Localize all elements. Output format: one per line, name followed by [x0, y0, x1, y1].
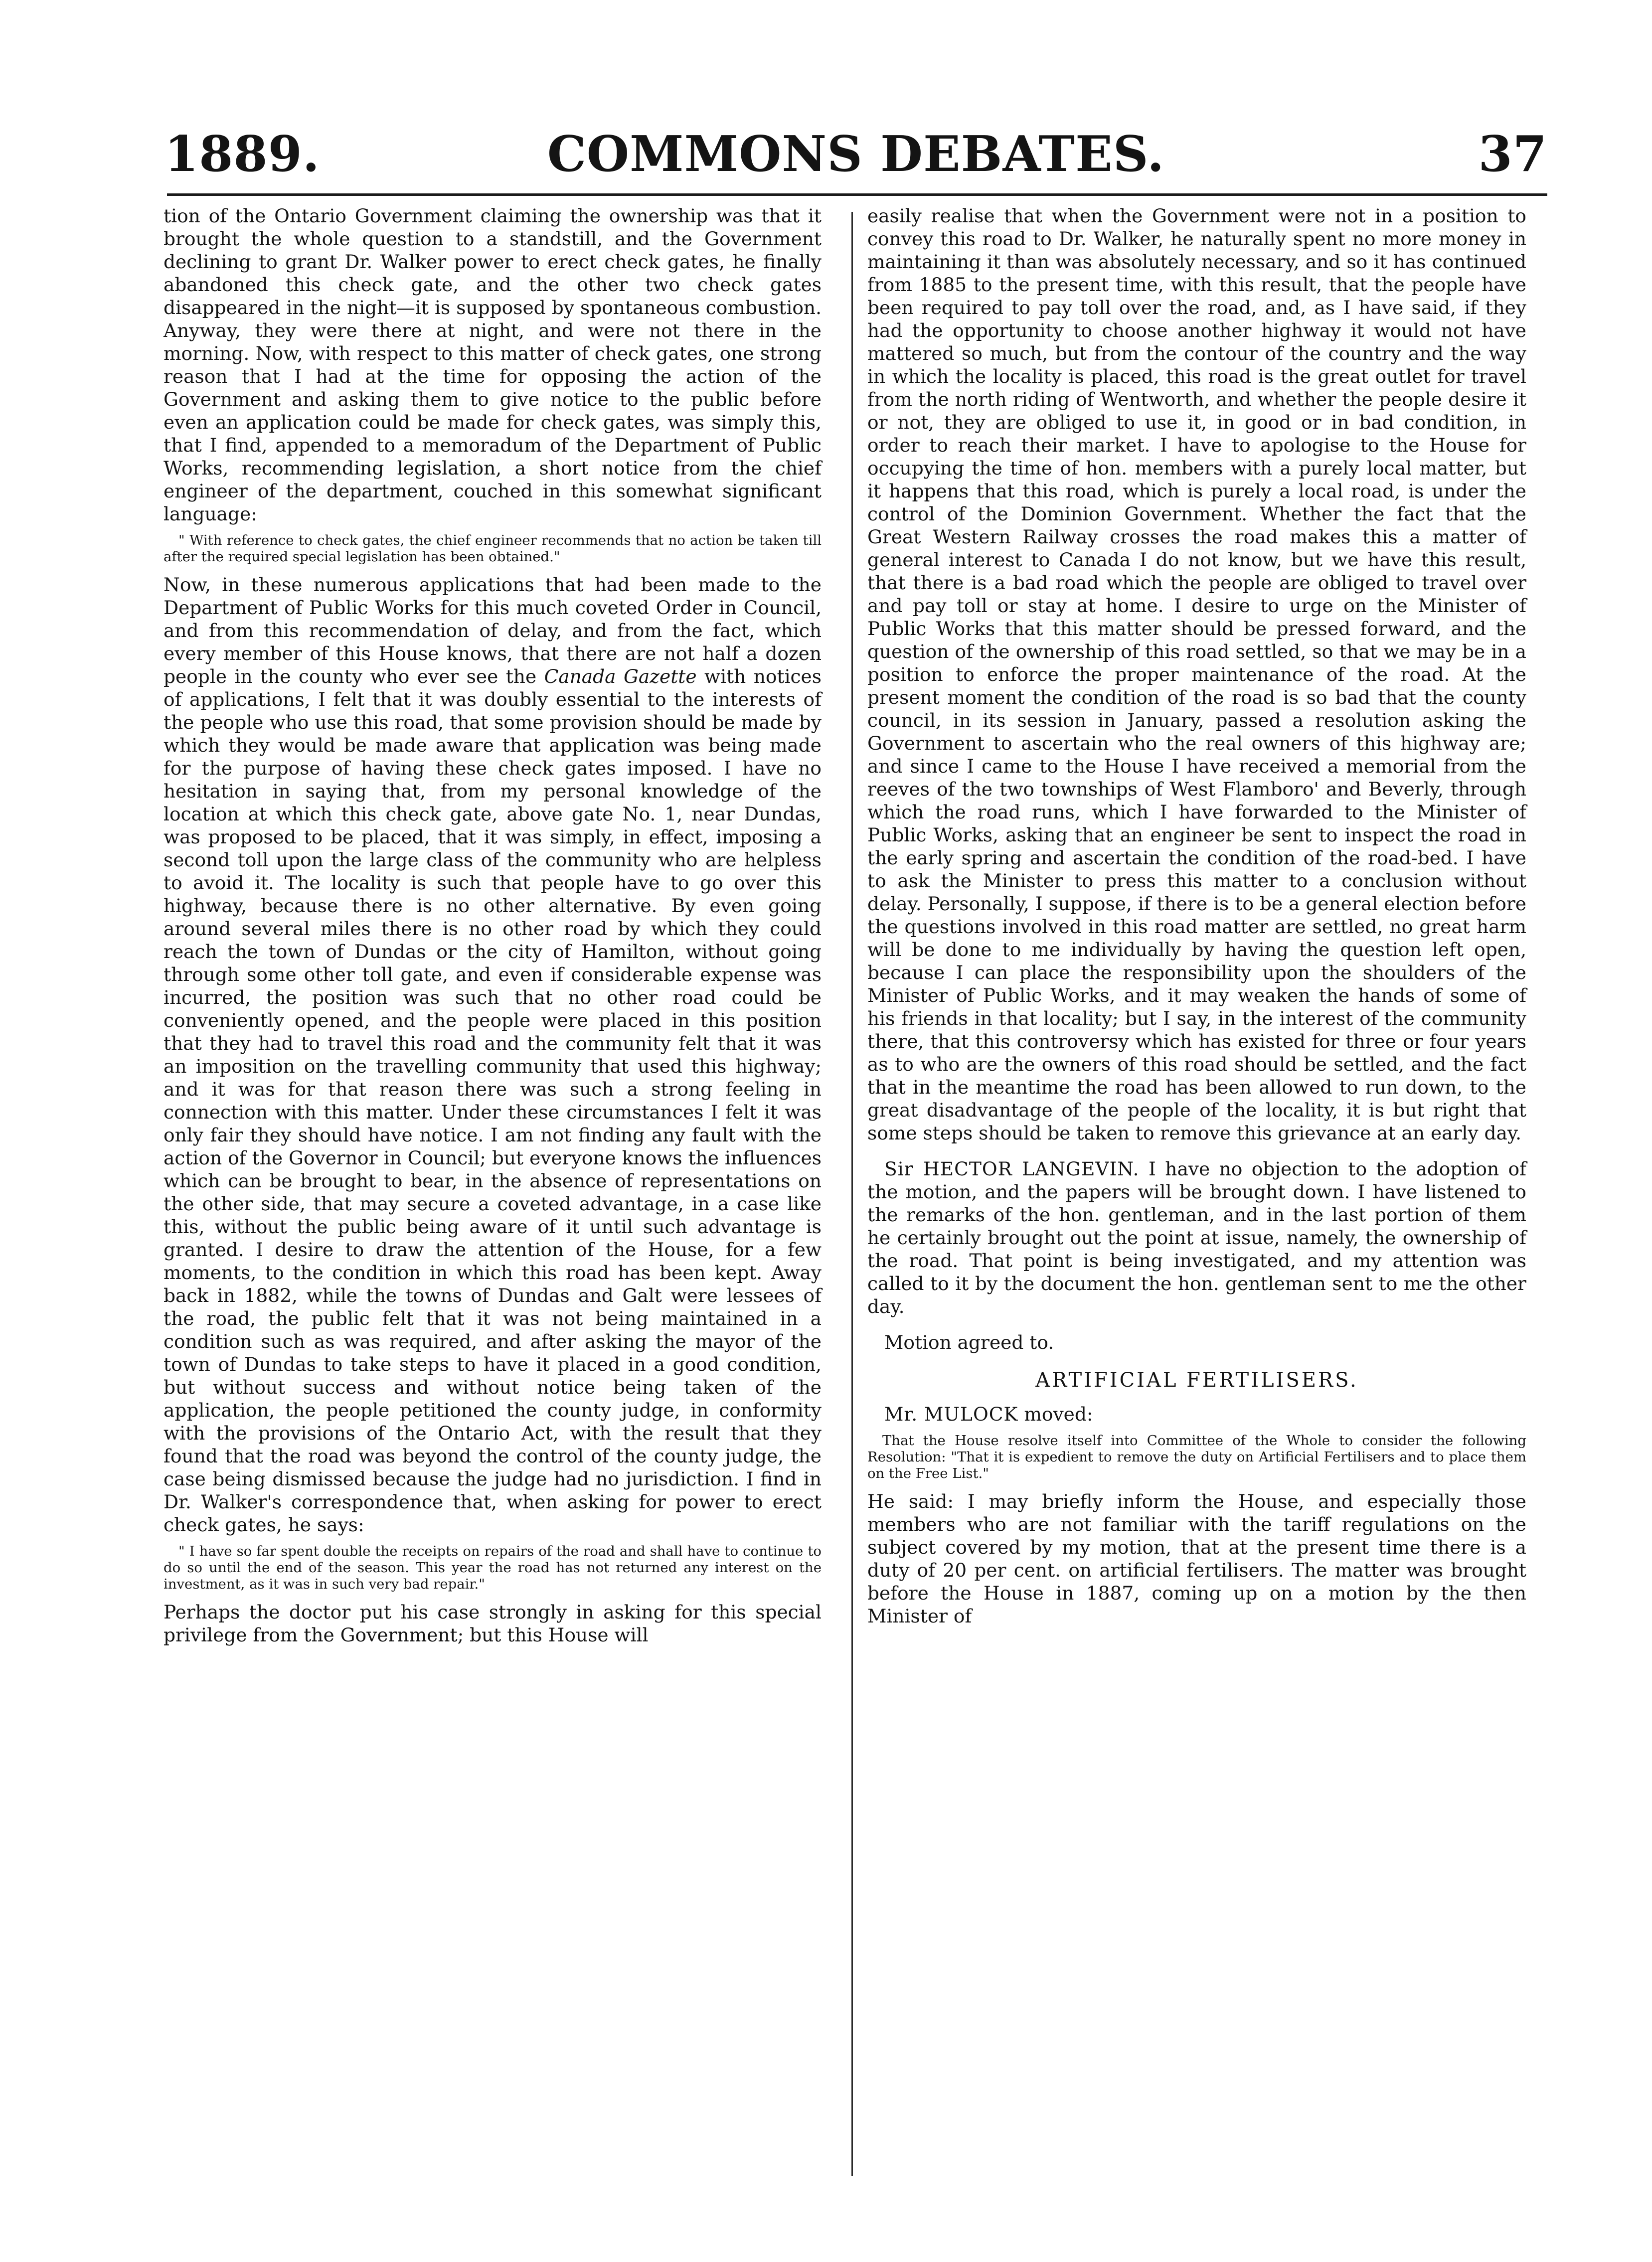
left-paragraph-2-start: Now, in these numerous applications that had been made to the Department of Public Works for this much coveted Order in Council, and from this recommendation of delay, and from the fact, which every member of this House knows, that there are not half a dozen people in the county who ever see the [164, 574, 822, 687]
header-year: 1889. [165, 126, 320, 183]
speaker-langevin-text: I have no objection to the adoption of the motion, and the papers will be brought down. I have listened to the remarks of the hon. gentleman, and in the last portion of them he certainly brought out the point at issue, namely, the ownership of the road. That point is being investigated, and my attention was called to it by the document the hon. gentleman sent to me the other day. [867, 1158, 1526, 1317]
section-heading: ARTIFICIAL FERTILISERS. [1035, 1369, 1358, 1392]
left-quote-1: " With reference to check gates, the chief engineer recommends that no action be taken till after the required special legislation has been obtained." [164, 532, 822, 565]
speaker-langevin-name: Sir HECTOR LANGEVIN. [884, 1158, 1140, 1180]
page-header [165, 125, 1547, 199]
header-page-number: 37 [1478, 126, 1547, 183]
speaker-langevin-paragraph [867, 1157, 1526, 1318]
right-paragraph-1: easily realise that when the Government were not in a position to convey this road to Dr. Walker, he naturally spent no more money in maintaining it than was absolutely necessary, and so it has continued from 1885 to the present time, with this result, that the people have been required to pay toll over the road, and, as I have said, if they had the opportunity to choose another highway it would not have mattered so much, but from the contour of the country and the way in which the locality is placed, this road is the great outlet for travel from the north riding of Wentworth, and whether the people desire it or not, they are obliged to use it, in good or in bad condition, in order to reach their market. I have to apologise to the House for occupying the time of hon. members with a purely local matter, but it happens that this road, which is purely a local road, is under the control of the Dominion Government. Whether the fact that the Great Western Railway crosses the road makes this a matter of general interest to Canada I do not know, but we have this result, that there is a bad road which the people are obliged to travel over and pay toll or stay at home. I desire to urge on the Minister of Public Works that this matter should be pressed forward, and the question of the ownership of this road settled, so that we may be in a position to enforce the proper maintenance of the road. At the present moment the condition of the road is so bad that the county council, in its session in January, passed a resolution asking the Government to ascertain who the real owners of this highway are; and since I came to the House I have received a memorial from the reeves of the two townships of West Flamboro' and Beverly, through which the road runs, which I have forwarded to the Minister of Public Works, asking that an engineer be sent to inspect the road in the early spring and ascertain the condition of the road-bed. I have to ask the Minister to press this matter to a conclusion without delay. Personally, I suppose, if there is to be a general election before the questions involved in this road matter are settled, no great harm will be done to me individually by having the question left open, because I can place the responsibility upon the shoulders of the Minister of Public Works, and it may weaken the hands of some of his friends in that locality; but I say, in the interest of the community there, that this controversy which has existed for three or four years as to who are the owners of this road should be settled, and the fact that in the meantime the road has been allowed to run down, to the great disadvantage of the people of the locality, it is but right that some steps should be taken to remove this grievance at an early day. [867, 205, 1526, 1144]
mover-paragraph [867, 1403, 1526, 1426]
left-paragraph-2-rest: with notices of applications, I felt that it was doubly essential to the interests of the people who use this road, that some provision should be made by which they would be made aware that application was being made for the purpose of having these check gates imposed. I have no hesitation in saying that, from my personal knowledge of the location at which this check gate, above gate No. 1, near Dundas, was proposed to be placed, that it was simply, in effect, imposing a second toll upon the large class of the community who are helpless to avoid it. The locality is such that people have to go over this highway, because there is no other alternative. By even going around several miles there is no other road by which they could reach the town of Dundas or the city of Hamilton, without going through some other toll gate, and even if considerable expense was incurred, the position was such that no other road could be conveniently opened, and the people were placed in this position that they had to travel this road and the community felt that it was an imposition on the travelling community that used this highway; and it was for that reason there was such a strong feeling in connection with this matter. Under these circumstances I felt it was only fair they should have notice. I am not finding any fault with the action of the Governor in Council; but everyone knows the influences which can be brought to bear, in the absence of representations on the other side, that may secure a coveted advantage, in a case like this, without the public being aware of it until such advantage is granted. I desire to draw the attention of the House, for a few moments, to the condition in which this road has been kept. Away back in 1882, while the towns of Dundas and Galt were lessees of the road, the public felt that it was not being maintained in a condition such as was required, and after asking the mayor of the town of Dundas to take steps to have it placed in a good condition, but without success and without notice being taken of the application, the people petitioned the county judge, in conformity with the provisions of the Ontario Act, with the result that they found that the road was beyond the control of the county judge, the case being dismissed because the judge had no jurisdiction. I find in Dr. Walker's correspondence that, when asking for power to erect check gates, he says: [164, 665, 822, 1536]
motion-result: Motion agreed to. [884, 1331, 1054, 1353]
right-column [867, 204, 1526, 1627]
mover-text: moved: [1018, 1403, 1093, 1425]
left-paragraph-2 [164, 573, 822, 1536]
left-quote-2: " I have so far spent double the receipts on repairs of the road and shall have to continue to do so until the end of the season. This year the road has not returned any interest on the investment, as it was in such very bad repair." [164, 1543, 822, 1592]
left-column [164, 204, 822, 1646]
resolution-text: That the House resolve itself into Committee of the Whole to consider the following Resolution: "That it is expedient to remove the duty on Artificial Fertilisers and to place them on the Free List." [867, 1433, 1526, 1481]
mover-name: Mr. MULOCK [884, 1403, 1018, 1425]
header-rule [167, 193, 1547, 196]
left-paragraph-1: tion of the Ontario Government claiming the ownership was that it brought the whole question to a standstill, and the Government declining to grant Dr. Walker power to erect check gates, he finally abandoned this check gate, and the other two check gates disappeared in the night—it is supposed by spontaneous combustion. Anyway, they were there at night, and were not there in the morning. Now, with respect to this matter of check gates, one strong reason that I had at the time for opposing the action of the Government and asking them to give notice to the public before even an application could be made for check gates, was simply this, that I find, appended to a memoradum of the Department of Public Works, recommending legislation, a short notice from the chief engineer of the department, couched in this somewhat significant language: [164, 205, 822, 525]
header-title: COMMONS DEBATES. [547, 126, 1165, 183]
column-divider [851, 212, 853, 2176]
left-paragraph-3: Perhaps the doctor put his case strongly in asking for this special privilege from the Government; but this House will [164, 1601, 822, 1646]
right-paragraph-final: He said: I may briefly inform the House, and especially those members who are not familiar with the tariff regulations on the subject covered by my motion, that at the present time there is a duty of 20 per cent. on artificial fertilisers. The matter was brought before the House in 1887, coming up on a motion by the then Minister of [867, 1490, 1526, 1627]
canada-gazette-italic: Canada Gazette [544, 665, 697, 687]
